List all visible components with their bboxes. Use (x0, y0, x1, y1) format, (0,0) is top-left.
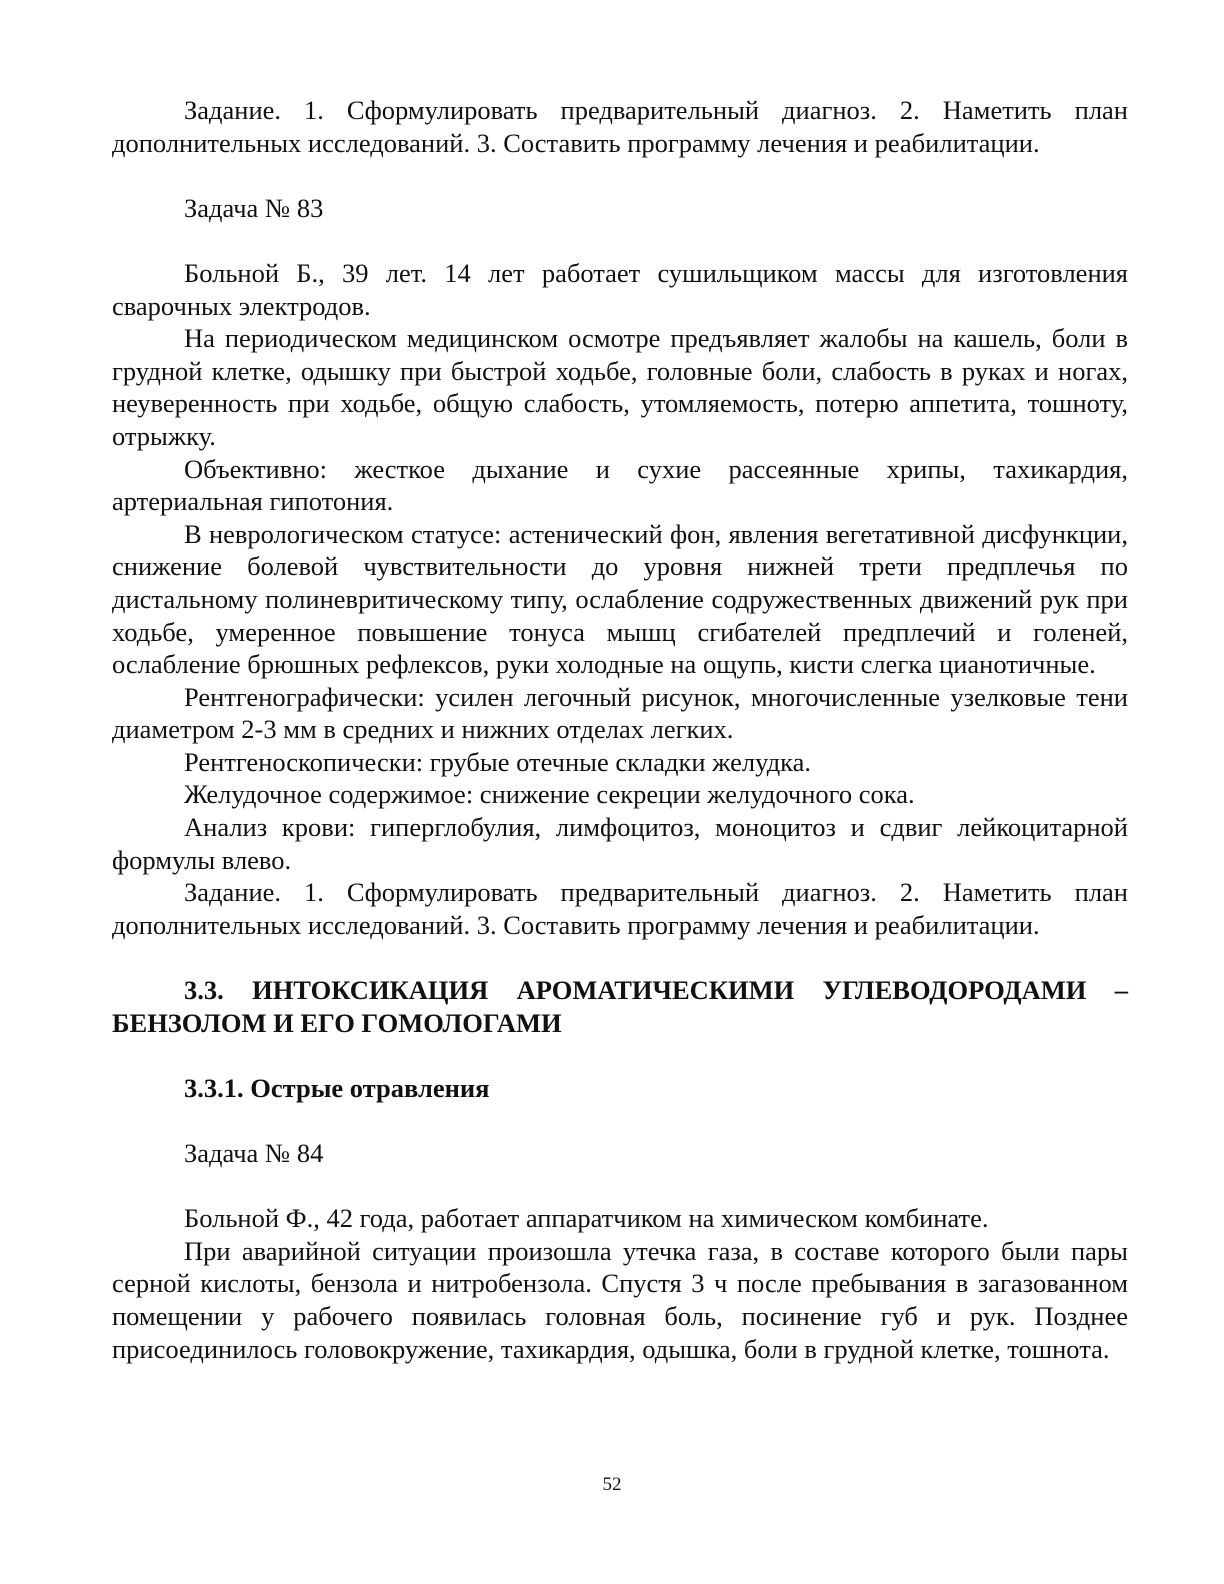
document-page (112, 94, 1128, 1365)
task-83-paragraph: Больной Б., 39 лет. 14 лет работает сушильщиком массы для изготовления сварочных электродов. (112, 257, 1128, 321)
task-83-blood-test: Анализ крови: гиперглобулия, лимфоцитоз, моноцитоз и сдвиг лейкоцитарной формулы влево. (112, 812, 1128, 875)
task-83-radiography: Рентгенографически: усилен легочный рисунок, многочисленные узелковые тени диаметром 2-3 мм в средних и нижних отделах легких. (112, 681, 1128, 745)
task-83-title: Задача № 83 (184, 192, 324, 223)
task-82-assignment: Задание. 1. Сформулировать предварительный диагноз. 2. Наметить план дополнительных исследований. 3. Составить программу лечения и реабилитации. (112, 95, 1128, 158)
task-83-radioscopy: Рентгеноскопически: грубые отечные складки желудка. (184, 746, 812, 777)
task-84-patient: Больной Ф., 42 года, работает аппаратчиком на химическом комбинате. (184, 1203, 989, 1234)
section-heading: 3.3. ИНТОКСИКАЦИЯ АРОМАТИЧЕСКИМИ УГЛЕВОДОРОДАМИ – БЕНЗОЛОМ И ЕГО ГОМОЛОГАМИ (112, 975, 1128, 1038)
task-84-title: Задача № 84 (184, 1138, 324, 1168)
task-84-description: При аварийной ситуации произошла утечка газа, в составе которого были пары серной кислоты, бензола и нитробензола. Спустя 3 ч после пребывания в загазованном помещении у рабочего появилась головная боль, посинение губ и рук. Позднее присоединилось головокружение, тахикардия, одышка, боли в грудной клетке, тошнота. (112, 1235, 1128, 1364)
task-83-objective: Объективно: жесткое дыхание и сухие рассеянные хрипы, тахикардия, артериальная гипотония. (112, 453, 1128, 517)
page-number: 52 (602, 1474, 622, 1495)
task-83-neurological-status: В неврологическом статусе: астенический фон, явления вегетативной дисфункции, снижение болевой чувствительности до уровня нижней трети предплечья по дистальному полиневритическому типу, ослабление содружественных движений рук при ходьбе, умеренное повышение тонуса мышц сгибателей предплечий и голеней, ослабление брюшных рефлексов, руки холодные на ощупь, кисти слегка цианотичные. (112, 518, 1128, 680)
subsection-heading: 3.3.1. Острые отравления (184, 1072, 490, 1103)
task-83-complaints: На периодическом медицинском осмотре предъявляет жалобы на кашель, боли в грудной клетке, одышку при быстрой ходьбе, головные боли, слабость в руках и ногах, неуверенность при ходьбе, общую слабость, утомляемость, потерю аппетита, тошноту, отрыжку. (112, 323, 1128, 451)
task-83-gastric-content: Желудочное содержимое: снижение секреции желудочного сока. (184, 779, 915, 810)
task-83-assignment: Задание. 1. Сформулировать предварительный диагноз. 2. Наметить план дополнительных исследований. 3. Составить программу лечения и реабилитации. (112, 877, 1128, 940)
